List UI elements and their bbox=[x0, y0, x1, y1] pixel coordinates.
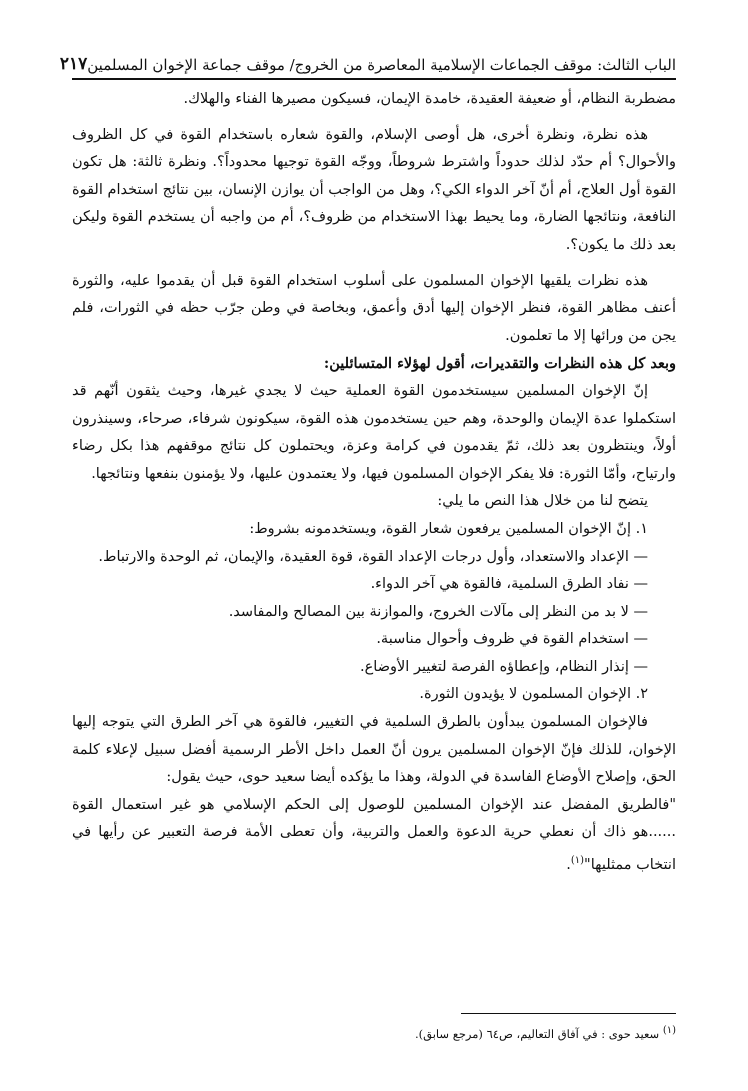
paragraph-force-usage: إنّ الإخوان المسلمين سيستخدمون القوة العملية حيث لا يجدي غيرها، وحيث يثقون أنّهم قد استكملوا عدة الإيمان والوحدة، وهم حين يستخدمون هذه القوة، سيكونون شرفاء، صرحاء، وسينذرون أولاً، وينتظرون بعد ذلك، ثمّ يقدمون في كرامة وعزة، ويحتملون كل نتائج موقفهم هذا بكل رضاء وارتياح، وأمّا الثورة: فلا يفكر الإخوان المسلمون فيها، ولا يعتمدون عليها، ولا يؤمنون بنفعها ونتائجها. bbox=[72, 382, 676, 482]
condition-item: — نفاد الطرق السلمية، فالقوة هي آخر الدواء. bbox=[370, 576, 648, 593]
condition-item: — لا بد من النظر إلى مآلات الخروج، والموازنة بين المصالح والمفاسد. bbox=[228, 603, 648, 620]
paragraph-continuation: مضطربة النظام، أو ضعيفة العقيدة، خامدة الإيمان، فسيكون مصيرها الفناء والهلاك. bbox=[183, 91, 676, 107]
header-title: الباب الثالث: موقف الجماعات الإسلامية المعاصرة من الخروج/ موقف جماعة الإخوان المسلمين bbox=[87, 56, 676, 74]
paragraph-views: هذه نظرات يلقيها الإخوان المسلمون على أسلوب استخدام القوة قبل أن يقدموا عليه، والثورة أعنف مظاهر القوة، فنظر الإخوان إليها أدق وأعمق، وبخاصة في وطن جرّب حظه في الثورات، فلم يجن من ورائها إلا ما تعلمون. bbox=[72, 272, 676, 344]
condition-item: — الإعداد والاستعداد، وأول درجات الإعداد القوة، قوة العقيدة، والإيمان، ثم الوحدة والارتباط. bbox=[98, 548, 648, 565]
quotation: "فالطريق المفضل عند الإخوان المسلمين للوصول إلى الحكم الإسلامي هو غير استعمال القوة ......هو ذاك أن نعطي حرية الدعوة والعمل والتربية، وأن تعطى الأمة فرصة التعبير عن رأيها في انتخاب ممثليها"$^{(١)}$. bbox=[72, 796, 676, 873]
footnote-reference: (١) bbox=[570, 855, 585, 867]
section-heading: وبعد كل هذه النظرات والتقديرات، أقول لهؤلاء المتسائلين: bbox=[323, 355, 676, 373]
paragraph-perspectives: هذه نظرة، ونظرة أخرى، هل أوصى الإسلام، والقوة شعاره باستخدام القوة في كل الظروف والأحوال؟ أم حدّد لذلك حدوداً واشترط شروطاً، ووجّه القوة توجيها محدوداً؟. ونظرة ثالثة: هل تكون القوة أول العلاج، أم أنّ آخر الدواء الكي؟، وهل من الواجب أن يوازن الإنسان، بين نتائج استخدام القوة النافعة، ونتائجها الضارة، وما يحيط بهذا الاستخدام من ظروف؟، أم من واجبه أن يستخدم القوة وليكن بعد ذلك ما يكون؟. bbox=[72, 126, 676, 253]
footnote-marker: (١) bbox=[662, 1025, 676, 1036]
point-two: ٢. الإخوان المسلمون لا يؤيدون الثورة. bbox=[419, 686, 648, 703]
footnote bbox=[72, 1022, 676, 1043]
quotation-text: "فالطريق المفضل عند الإخوان المسلمين للوصول إلى الحكم الإسلامي هو غير استعمال القوة ......هو ذاك أن نعطي حرية الدعوة والعمل والتربية، وأن تعطى الأمة فرصة التعبير عن رأيها في انتخاب ممثليها" bbox=[72, 796, 676, 873]
footnote-text: سعيد حوى : في آفاق التعاليم، ص٦٤ (مرجع سابق). bbox=[414, 1026, 660, 1041]
running-header bbox=[59, 40, 676, 74]
point-one: ١. إنّ الإخوان المسلمين يرفعون شعار القوة، ويستخدمونه بشروط: bbox=[249, 520, 648, 537]
paragraph-peaceful-means: فالإخوان المسلمون يبدأون بالطرق السلمية في التغيير، فالقوة هي آخر الطرق التي يتوجه إليها الإخوان، للذلك فإنّ الإخوان المسلمين يرون أنّ العمل داخل الأطر الرسمية أفضل سبيل لإعلاء كلمة الحق، وإصلاح الأوضاع الفاسدة في الدولة، وهذا ما يؤكده أيضا سعيد حوى، حيث يقول: bbox=[72, 714, 676, 786]
paragraph-intro: يتضح لنا من خلال هذا النص ما يلي: bbox=[437, 493, 648, 510]
condition-item: — استخدام القوة في ظروف وأحوال مناسبة. bbox=[376, 631, 648, 648]
header-divider bbox=[72, 78, 676, 80]
footnote-divider bbox=[461, 1013, 676, 1014]
condition-item: — إنذار النظام، وإعطاؤه الفرصة لتغيير الأوضاع. bbox=[360, 658, 648, 675]
page-number: ٢١٧ bbox=[59, 54, 88, 74]
page-body bbox=[72, 86, 676, 879]
